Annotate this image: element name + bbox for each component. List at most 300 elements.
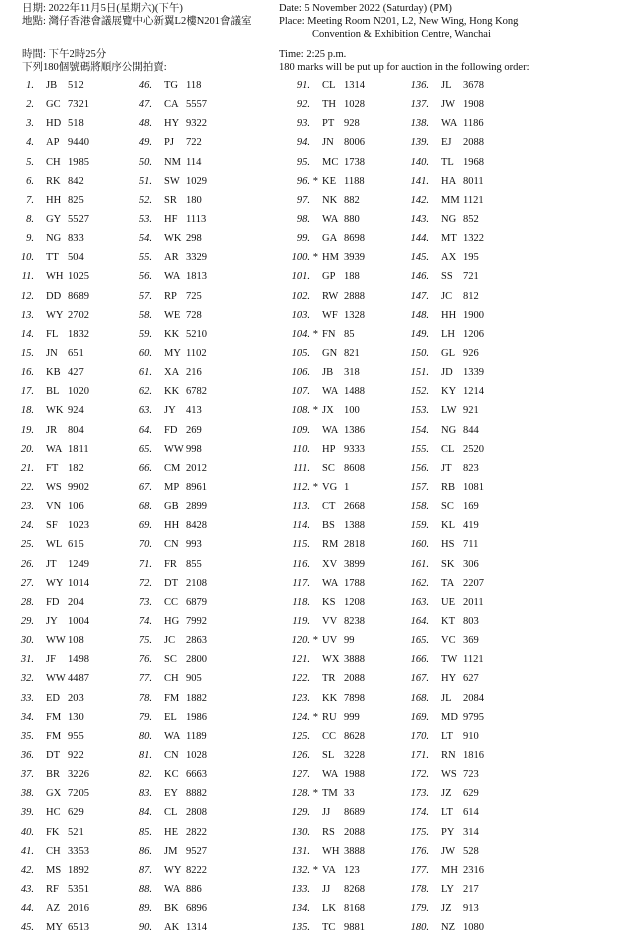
mark-letters: HY (441, 673, 457, 685)
auction-item (409, 555, 479, 574)
mark-letters: GP (322, 271, 336, 283)
auction-item (14, 535, 84, 554)
auction-item (290, 727, 365, 746)
lot-number: 132. (291, 864, 310, 876)
auction-item (409, 497, 479, 516)
lot-number: 46. (138, 80, 152, 91)
lot-number: 86. (138, 845, 152, 857)
mark-number: 8689 (68, 290, 89, 302)
mark-letters: HY (164, 118, 180, 130)
auction-item (409, 421, 479, 440)
mark-number: 629 (68, 807, 84, 819)
lot-number: 16. (20, 367, 34, 379)
auction-item (290, 248, 365, 267)
lot-number: 103. (291, 309, 310, 321)
mark-letters: SC (322, 462, 335, 474)
auction-item (14, 382, 89, 401)
lot-number: 43. (20, 883, 34, 895)
lot-number: 60. (138, 348, 152, 359)
mark-letters: DT (46, 749, 60, 761)
mark-number: 723 (463, 769, 479, 780)
mark-letters: WA (441, 118, 458, 130)
mark-letters: HF (164, 214, 178, 225)
mark-number: 1080 (463, 922, 484, 934)
auction-item (132, 555, 202, 574)
mark-number: 7321 (68, 99, 89, 111)
auction-item (290, 306, 365, 325)
auction-item (409, 535, 478, 554)
auction-item (132, 325, 207, 344)
mark-letters: WW (46, 673, 66, 685)
mark-number: 216 (186, 367, 202, 379)
mark-number: 1322 (463, 233, 484, 245)
lot-number: 133. (291, 883, 310, 895)
auction-item (132, 650, 207, 669)
auction-item (290, 593, 365, 612)
mark-letters: KK (322, 692, 338, 704)
mark-letters: KK (164, 386, 180, 398)
mark-letters: RN (441, 749, 456, 761)
mark-letters: JW (441, 845, 455, 857)
auction-item (132, 689, 207, 708)
lot-number: 21. (20, 462, 34, 474)
lot-number: 59. (138, 328, 152, 340)
auction-item (132, 708, 207, 727)
lot-number: 63. (138, 405, 152, 417)
lot-number: 10. (20, 252, 34, 264)
auction-item (290, 899, 365, 918)
mark-number: 1908 (463, 99, 484, 111)
mark-number: 1892 (68, 864, 89, 876)
auction-item (290, 478, 349, 497)
auction-item (409, 631, 479, 650)
mark-number: 8428 (186, 520, 207, 532)
mark-letters: EL (164, 711, 177, 723)
mark-number: 106 (68, 501, 84, 513)
mark-letters: CL (441, 443, 455, 455)
mark-letters: CC (164, 596, 179, 608)
lot-number: 102. (291, 290, 310, 302)
mark-number: 3888 (344, 845, 365, 857)
mark-letters: VA (322, 864, 336, 876)
mark-letters: KK (164, 328, 180, 340)
auction-item (290, 669, 365, 688)
auction-item (132, 899, 207, 918)
lot-number: 33. (20, 692, 34, 704)
mark-letters: PY (441, 826, 455, 838)
lot-number: 146. (410, 271, 429, 283)
auction-item (409, 382, 484, 401)
mark-number: 1388 (344, 520, 365, 532)
lot-number: 80. (138, 730, 152, 742)
lot-number: 154. (410, 424, 429, 436)
mark-number: 1004 (68, 615, 89, 627)
auction-item (290, 191, 360, 210)
mark-letters: CH (46, 845, 61, 857)
mark-letters: FL (46, 328, 59, 340)
lot-number: 113. (292, 501, 310, 513)
lot-number: 142. (410, 194, 429, 206)
mark-letters: CH (46, 156, 61, 168)
mark-number: 1249 (68, 558, 89, 570)
mark-number: 413 (186, 405, 202, 417)
mark-number: 2088 (344, 673, 365, 685)
mark-number: 9527 (186, 845, 207, 857)
mark-letters: WA (322, 214, 339, 225)
mark-letters: MY (164, 348, 181, 359)
lot-number: 37. (20, 769, 34, 780)
zh-time: 時間: 下午2時25分 (22, 49, 107, 60)
mark-number: 269 (186, 424, 202, 436)
auction-item (14, 306, 89, 325)
mark-letters: NG (46, 233, 62, 245)
mark-number: 123 (344, 864, 360, 876)
lot-number: 85. (138, 826, 152, 838)
lot-number: 150. (410, 348, 429, 359)
lot-number: 173. (410, 788, 429, 800)
lot-number: 94. (296, 137, 310, 149)
auction-item (132, 382, 207, 401)
mark-number: 804 (68, 424, 84, 436)
lot-number: 180. (410, 922, 429, 934)
lot-number: 149. (410, 328, 429, 340)
mark-number: 993 (186, 539, 202, 551)
auction-item (14, 727, 84, 746)
mark-letters: SS (441, 271, 453, 283)
mark-letters: ED (46, 692, 60, 704)
lot-number: 61. (138, 367, 152, 379)
mark-number: 2016 (68, 903, 89, 914)
special-mark: * (312, 711, 318, 723)
mark-letters: WA (164, 271, 181, 283)
mark-letters: GC (46, 99, 61, 111)
mark-letters: KT (441, 615, 455, 627)
lot-number: 91. (296, 80, 310, 91)
mark-number: 8168 (344, 903, 365, 914)
lot-number: 81. (138, 749, 152, 761)
lot-number: 64. (138, 424, 152, 436)
mark-letters: GN (322, 348, 338, 359)
mark-letters: JY (164, 405, 176, 417)
mark-letters: EJ (441, 137, 452, 149)
lot-number: 123. (291, 692, 310, 704)
auction-item (290, 746, 365, 765)
lot-number: 8. (26, 214, 34, 225)
lot-number: 174. (410, 807, 429, 819)
mark-letters: JJ (322, 883, 331, 895)
mark-letters: KE (322, 175, 336, 187)
mark-number: 910 (463, 730, 479, 742)
auction-item (132, 210, 206, 229)
mark-letters: WA (46, 443, 63, 455)
auction-item (290, 535, 365, 554)
mark-number: 2088 (463, 137, 484, 149)
auction-item (14, 229, 84, 248)
mark-letters: AK (164, 922, 180, 934)
mark-number: 8268 (344, 883, 365, 895)
lot-number: 172. (410, 769, 429, 780)
auction-item (409, 325, 484, 344)
mark-letters: WK (46, 405, 64, 417)
auction-item (132, 669, 202, 688)
auction-item (409, 459, 479, 478)
auction-item (409, 861, 484, 880)
lot-number: 22. (20, 481, 34, 493)
mark-number: 1339 (463, 367, 484, 379)
mark-letters: RS (322, 826, 335, 838)
lot-number: 72. (138, 577, 152, 589)
auction-item (290, 574, 365, 593)
lot-number: 49. (138, 137, 152, 149)
auction-item (409, 650, 484, 669)
mark-number: 882 (344, 194, 360, 206)
mark-letters: WW (46, 635, 66, 647)
auction-item (14, 172, 84, 191)
lot-number: 11. (21, 271, 34, 283)
mark-letters: HS (441, 539, 455, 551)
lot-number: 65. (138, 443, 152, 455)
mark-letters: RP (164, 290, 177, 302)
auction-item (290, 612, 365, 631)
mark-letters: JD (441, 367, 453, 379)
mark-letters: MH (441, 864, 458, 876)
mark-number: 2899 (186, 501, 207, 513)
lot-number: 69. (138, 520, 152, 532)
auction-item (14, 823, 84, 842)
mark-letters: WA (322, 424, 339, 436)
lot-number: 137. (410, 99, 429, 111)
auction-item (132, 823, 207, 842)
lot-number: 128. (291, 788, 310, 800)
mark-number: 1028 (344, 99, 365, 111)
auction-item (132, 574, 207, 593)
auction-item (132, 267, 207, 286)
mark-number: 169 (463, 501, 479, 513)
lot-number: 55. (138, 252, 152, 264)
mark-letters: GX (46, 788, 62, 800)
mark-letters: FT (46, 462, 59, 474)
auction-item (14, 516, 89, 535)
mark-number: 2888 (344, 290, 365, 302)
lot-number: 1. (26, 80, 34, 91)
mark-letters: PT (322, 118, 335, 130)
mark-letters: CC (322, 730, 337, 742)
mark-letters: WL (46, 539, 63, 551)
auction-item (409, 95, 484, 114)
auction-item (132, 306, 202, 325)
mark-number: 1028 (186, 749, 207, 761)
mark-letters: LK (322, 903, 336, 914)
auction-item (14, 478, 89, 497)
mark-number: 2808 (186, 807, 207, 819)
lot-number: 111. (293, 462, 310, 474)
lot-number: 177. (410, 864, 429, 876)
mark-number: 1900 (463, 309, 484, 321)
mark-number: 182 (68, 462, 84, 474)
mark-number: 998 (186, 443, 202, 455)
mark-number: 842 (68, 175, 84, 187)
mark-number: 7992 (186, 615, 207, 627)
mark-number: 921 (463, 405, 479, 417)
mark-letters: WY (46, 309, 64, 321)
lot-number: 87. (138, 864, 152, 876)
auction-item (14, 555, 89, 574)
mark-number: 6663 (186, 769, 207, 780)
mark-number: 118 (186, 80, 202, 91)
auction-item (290, 765, 365, 784)
auction-item (290, 631, 355, 650)
mark-number: 3939 (344, 252, 365, 264)
lot-number: 144. (410, 233, 429, 245)
lot-number: 120. (291, 635, 310, 647)
auction-item (132, 153, 201, 172)
mark-number: 1832 (68, 328, 89, 340)
mark-number: 2818 (344, 539, 365, 551)
mark-letters: WS (441, 769, 457, 780)
mark-number: 1186 (463, 118, 484, 130)
auction-item (409, 267, 479, 286)
mark-letters: HE (164, 826, 178, 838)
mark-number: 833 (68, 233, 84, 245)
auction-item (409, 516, 479, 535)
lot-number: 14. (20, 328, 34, 340)
auction-item (14, 401, 84, 420)
auction-item (14, 669, 89, 688)
lot-number: 15. (20, 348, 34, 359)
lot-number: 97. (296, 194, 310, 206)
mark-letters: MP (164, 481, 180, 493)
mark-number: 2520 (463, 443, 484, 455)
mark-letters: UV (322, 635, 338, 647)
lot-number: 112. (292, 481, 310, 493)
lot-number: 134. (291, 903, 310, 914)
auction-item (409, 727, 479, 746)
mark-number: 651 (68, 348, 84, 359)
lot-number: 169. (410, 711, 429, 723)
lot-number: 176. (410, 845, 429, 857)
lot-number: 76. (138, 654, 152, 666)
lot-number: 50. (138, 156, 152, 168)
lot-number: 19. (20, 424, 34, 436)
lot-number: 30. (20, 635, 34, 647)
mark-number: 1968 (463, 156, 484, 168)
auction-item (290, 555, 365, 574)
auction-item (132, 842, 207, 861)
mark-letters: WK (164, 233, 182, 245)
en-time: Time: 2:25 p.m. (279, 49, 347, 60)
mark-letters: LT (441, 807, 453, 819)
lot-number: 2. (26, 99, 34, 111)
auction-item (132, 172, 207, 191)
lot-number: 75. (138, 635, 152, 647)
auction-item (132, 803, 207, 822)
auction-item (132, 784, 207, 803)
mark-letters: HH (46, 194, 62, 206)
en-date: Date: 5 November 2022 (Saturday) (PM) (279, 3, 452, 14)
mark-number: 844 (463, 424, 479, 436)
mark-letters: VC (441, 635, 456, 647)
auction-item (409, 612, 479, 631)
lot-number: 170. (410, 730, 429, 742)
mark-number: 1985 (68, 156, 89, 168)
lot-number: 161. (410, 558, 429, 570)
mark-letters: CN (164, 749, 179, 761)
lot-number: 12. (20, 290, 34, 302)
auction-item (14, 76, 84, 95)
mark-number: 1498 (68, 654, 89, 666)
auction-item (409, 287, 479, 306)
mark-number: 504 (68, 252, 84, 264)
auction-item (290, 880, 365, 899)
auction-item (14, 153, 89, 172)
en-place-line-2: Convention & Exhibition Centre, Wanchai (312, 29, 491, 40)
lot-number: 138. (410, 118, 429, 130)
mark-number: 2012 (186, 462, 207, 474)
mark-number: 99 (344, 635, 355, 647)
auction-item (14, 708, 84, 727)
mark-number: 5557 (186, 99, 207, 111)
lot-number: 62. (138, 386, 152, 398)
mark-letters: VV (322, 615, 338, 627)
mark-number: 2822 (186, 826, 207, 838)
lot-number: 41. (20, 845, 34, 857)
mark-number: 3888 (344, 654, 365, 666)
mark-letters: GA (322, 233, 338, 245)
mark-number: 5351 (68, 883, 89, 895)
lot-number: 88. (138, 883, 152, 895)
mark-letters: HH (164, 520, 180, 532)
auction-item (290, 708, 360, 727)
mark-letters: NZ (441, 922, 455, 934)
mark-letters: WA (322, 577, 339, 589)
auction-item (290, 287, 365, 306)
mark-letters: JB (46, 80, 58, 91)
lot-number: 7. (26, 194, 34, 206)
mark-number: 913 (463, 903, 479, 914)
mark-letters: CL (322, 80, 336, 91)
mark-letters: GY (46, 214, 62, 225)
auction-item (290, 459, 365, 478)
lot-number: 151. (410, 367, 429, 379)
mark-letters: WW (164, 443, 184, 455)
mark-number: 1029 (186, 175, 207, 187)
zh-place: 地點: 灣仔香港會議展覽中心新翼L2樓N201會議室 (22, 16, 252, 27)
mark-letters: CT (322, 501, 336, 513)
mark-letters: WY (164, 864, 182, 876)
lot-number: 18. (20, 405, 34, 417)
mark-number: 1314 (344, 80, 365, 91)
auction-item (14, 803, 84, 822)
auction-item (14, 459, 84, 478)
mark-number: 314 (463, 826, 479, 838)
auction-item (132, 516, 207, 535)
mark-letters: TW (441, 654, 458, 666)
mark-number: 812 (463, 290, 479, 302)
mark-letters: FN (322, 328, 336, 340)
mark-letters: JT (441, 462, 452, 474)
auction-item (14, 899, 89, 918)
lot-number: 52. (138, 194, 152, 206)
mark-number: 7898 (344, 692, 365, 704)
mark-number: 1811 (68, 443, 89, 455)
mark-letters: SC (164, 654, 177, 666)
lot-number: 108. (291, 405, 310, 417)
mark-number: 1023 (68, 520, 89, 532)
auction-item (14, 191, 84, 210)
lot-number: 119. (292, 615, 310, 627)
auction-item (409, 478, 484, 497)
mark-letters: DD (46, 290, 62, 302)
